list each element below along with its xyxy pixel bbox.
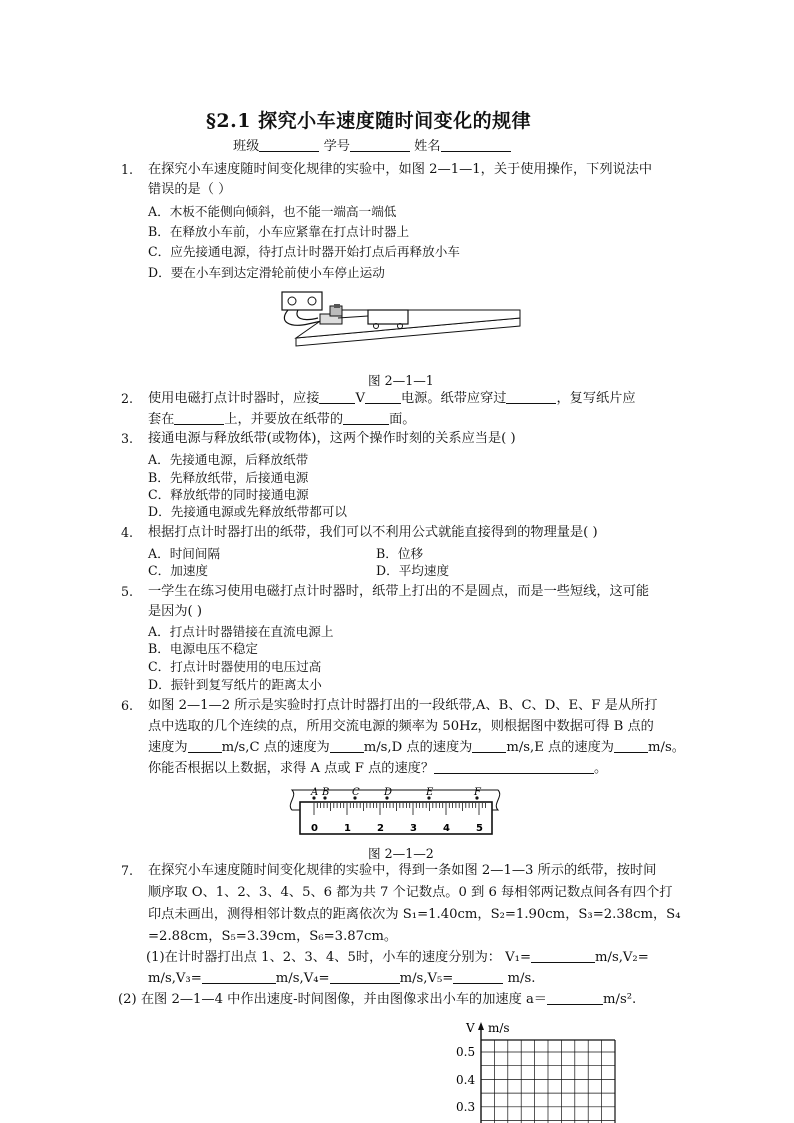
question-stem-line: 错误的是（ ） (148, 182, 232, 197)
fill-blank[interactable] (188, 738, 222, 753)
fill-blank[interactable] (506, 389, 556, 404)
tape-label-f: F (474, 787, 481, 798)
figure-cart-apparatus (268, 288, 528, 360)
class-blank[interactable] (259, 137, 319, 152)
option-c: C．释放纸带的同时接通电源 (148, 487, 309, 502)
fill-blank[interactable] (547, 990, 603, 1005)
question-number: 7. (121, 863, 134, 878)
question-stem-line: 印点未画出，测得相邻计数点的距离依次为 S₁=1.40cm，S₂=1.90cm，S₃=2.38cm，S₄ (148, 907, 681, 922)
ruler-label-0: 0 (311, 823, 318, 834)
fill-blank[interactable] (614, 738, 648, 753)
tape-label-e: E (426, 787, 434, 798)
question-number: 6. (121, 698, 134, 713)
question-stem-line: =2.88cm，S₅=3.39cm，S₆=3.87cm。 (148, 929, 398, 944)
option-b: B．先释放纸带，后接通电源 (148, 470, 309, 485)
option-a: A．先接通电源，后释放纸带 (148, 452, 309, 467)
fill-blank[interactable] (330, 738, 364, 753)
option-d: D．平均速度 (376, 563, 450, 578)
name-blank[interactable] (441, 137, 511, 152)
fill-blank[interactable] (330, 969, 400, 984)
question-stem-line: 接通电源与释放纸带(或物体)，这两个操作时刻的关系应当是( ) (148, 431, 516, 446)
figure-caption: 图 2—1—1 (368, 373, 434, 388)
tape-label-a: A (311, 787, 319, 798)
option-a: A．打点计时器错接在直流电源上 (148, 624, 334, 639)
question-number: 5. (121, 584, 134, 599)
question-stem-line: 套在 上，并要放在纸带的 面。 (148, 412, 416, 427)
question-part-1: (1)在计时器打出点 1、2、3、4、5时，小车的速度分别为： V₁= m/s,V₂= (146, 950, 649, 965)
question-stem-line: 速度为 m/s,C 点的速度为 m/s,D 点的速度为 m/s,E 点的速度为 m/s。 (148, 740, 685, 755)
question-number: 4. (121, 525, 134, 540)
option-c: C．打点计时器使用的电压过高 (148, 659, 322, 674)
figure-velocity-time-grid (452, 1018, 632, 1123)
name-label: 姓名 (414, 139, 441, 154)
y-tick-label: 0.3 (456, 1100, 476, 1114)
question-stem-line: 在探究小车速度随时间变化规律的实验中，得到一条如图 2—1—3 所示的纸带，按时间 (148, 863, 657, 878)
page-title: §2.1 探究小车速度随时间变化的规律 (206, 110, 532, 132)
option-d: D．先接通电源或先释放纸带都可以 (148, 504, 348, 519)
question-stem-line: 点中选取的几个连续的点，所用交流电源的频率为 50Hz，则根据图中数据可得 B 点的 (148, 719, 654, 734)
y-tick-label: 0.5 (456, 1045, 476, 1059)
fill-blank[interactable] (319, 389, 355, 404)
question-part-1-cont: m/s,V₃= m/s,V₄= m/s,V₅= m/s. (148, 971, 536, 986)
question-stem-line: 你能否根据以上数据，求得 A 点或 F 点的速度？ 。 (148, 761, 608, 776)
student-info-row (233, 137, 511, 157)
question-stem-line: 顺序取 O、1、2、3、4、5、6 都为共 7 个记数点。0 到 6 每相邻两记数点间各有四个打 (148, 885, 673, 900)
ruler-label-5: 5 (476, 823, 483, 834)
option-c: C．应先接通电源，待打点计时器开始打点后再释放小车 (148, 244, 460, 259)
fill-blank[interactable] (174, 410, 224, 425)
y-axis-unit: m/s (488, 1021, 510, 1035)
question-number: 2. (121, 391, 134, 406)
id-blank[interactable] (350, 137, 410, 152)
option-d: D．要在小车到达定滑轮前使小车停止运动 (148, 265, 385, 280)
fill-blank[interactable] (434, 759, 594, 774)
y-axis-label: V (466, 1021, 475, 1035)
fill-blank[interactable] (365, 389, 401, 404)
tape-label-c: C (352, 787, 360, 798)
option-d: D．振针到复写纸片的距离太小 (148, 677, 322, 692)
ruler-label-2: 2 (377, 823, 384, 834)
option-b: B．在释放小车前，小车应紧靠在打点计时器上 (148, 224, 410, 239)
ruler-label-3: 3 (410, 823, 417, 834)
option-a: A．木板不能侧向倾斜，也不能一端高一端低 (148, 204, 397, 219)
fill-blank[interactable] (202, 969, 276, 984)
fill-blank[interactable] (472, 738, 506, 753)
fill-blank[interactable] (453, 969, 503, 984)
question-stem-line: 如图 2—1—2 所示是实验时打点计时器打出的一段纸带,A、B、C、D、E、F 是从所打 (148, 698, 658, 713)
ruler-label-1: 1 (344, 823, 351, 834)
option-c: C．加速度 (148, 563, 209, 578)
option-b: B．电源电压不稳定 (148, 641, 259, 656)
figure-ticker-tape (286, 784, 508, 840)
question-stem-line: 一学生在练习使用电磁打点计时器时，纸带上打出的不是圆点，而是一些短线，这可能 (148, 584, 650, 599)
question-number: 3. (121, 431, 134, 446)
tape-label-b: B (322, 787, 330, 798)
figure-caption: 图 2—1—2 (368, 846, 434, 861)
question-stem-line: 在探究小车速度随时间变化规律的实验中，如图 2—1—1，关于使用操作，下列说法中 (148, 162, 653, 177)
fill-blank[interactable] (343, 410, 389, 425)
fill-blank[interactable] (531, 948, 595, 963)
question-stem-line: 是因为( ) (148, 604, 203, 619)
id-label: 学号 (323, 139, 350, 154)
question-number: 1. (121, 162, 134, 177)
option-b: B．位移 (376, 546, 424, 561)
class-label: 班级 (233, 139, 260, 154)
grid-lines (481, 1040, 615, 1123)
y-tick-label: 0.4 (456, 1073, 476, 1087)
tape-label-d: D (384, 787, 393, 798)
option-a: A．时间间隔 (148, 546, 221, 561)
question-stem-line: 根据打点计时器打出的纸带，我们可以不利用公式就能直接得到的物理量是( ) (148, 525, 598, 540)
question-stem-line: 使用电磁打点计时器时，应接 V 电源。纸带应穿过 ，复写纸片应 (148, 391, 636, 406)
ruler-label-4: 4 (443, 823, 450, 834)
question-part-2: (2) 在图 2—1—4 中作出速度-时间图像，并由图像求出小车的加速度 a＝ m/s². (118, 992, 637, 1007)
